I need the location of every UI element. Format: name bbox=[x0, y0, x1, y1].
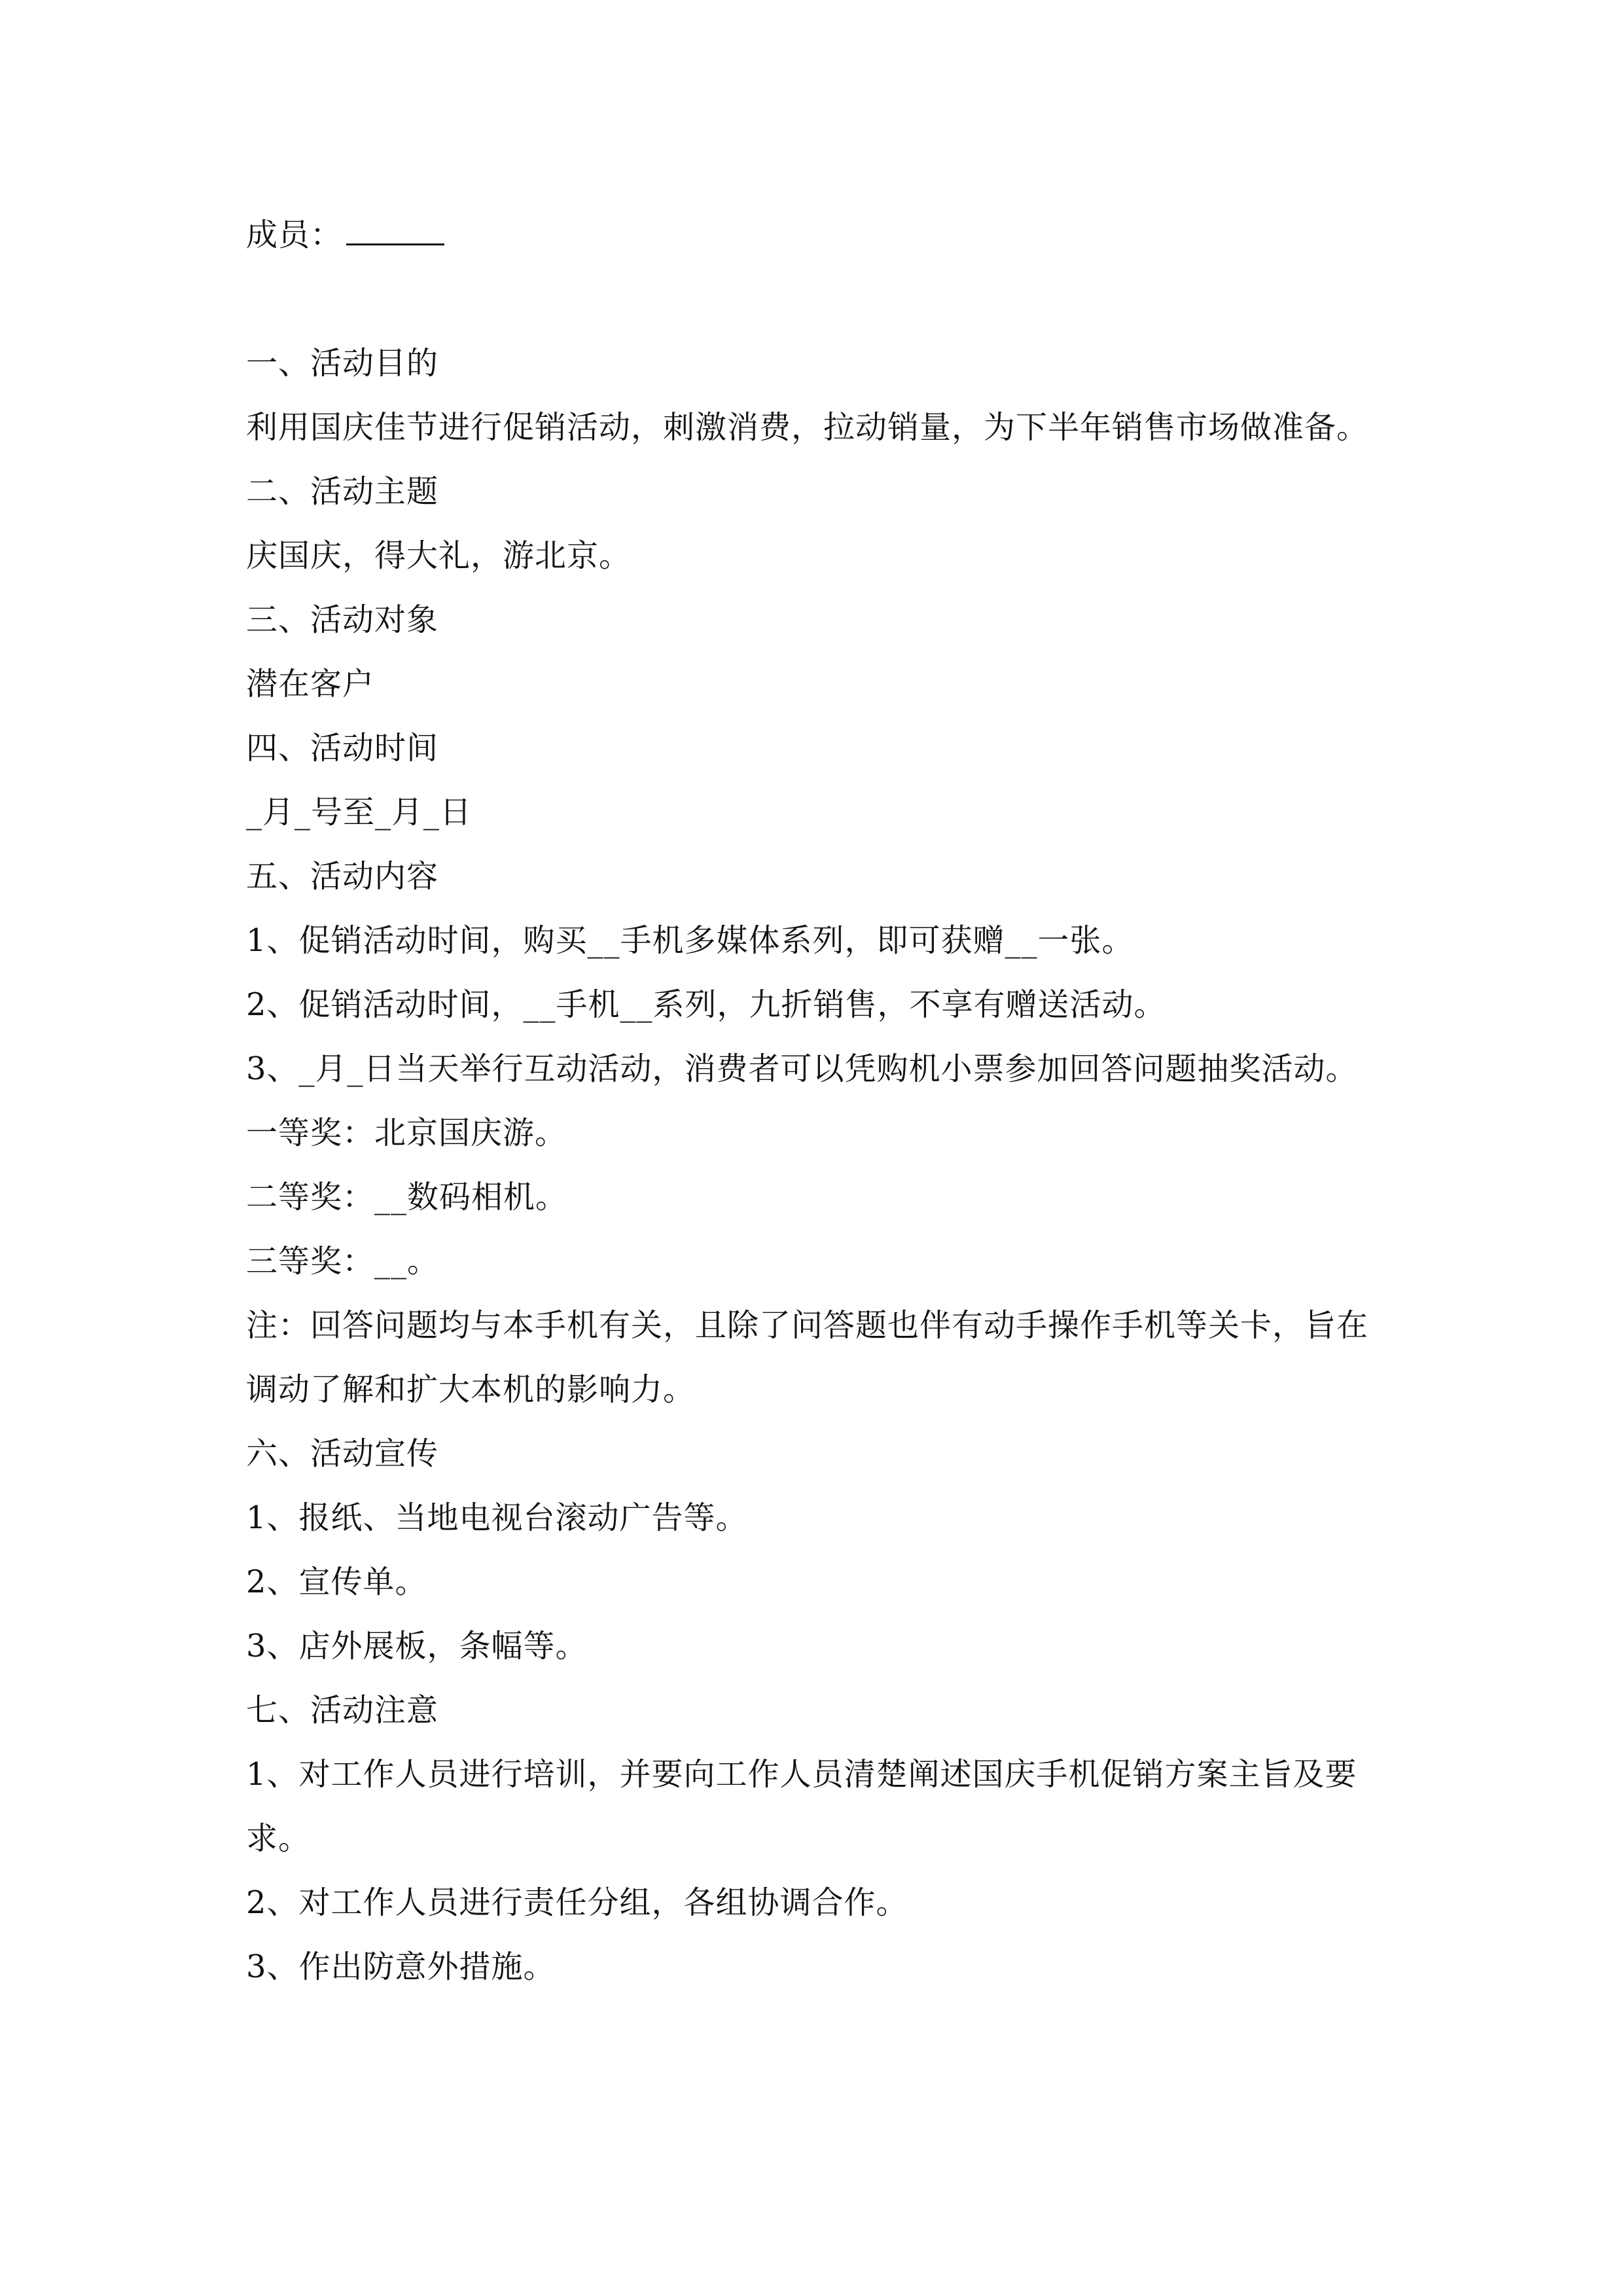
section-2-heading: 二、活动主题 bbox=[246, 473, 439, 510]
section-6-item-3: 3、店外展板，条幅等。 bbox=[246, 1628, 588, 1664]
section-5-heading: 五、活动内容 bbox=[246, 858, 439, 895]
section-4-heading: 四、活动时间 bbox=[246, 730, 439, 766]
section-7-item-2: 2、对工作人员进行责任分组，各组协调合作。 bbox=[246, 1884, 908, 1921]
section-5-item-3: 3、_月_日当天举行互动活动，消费者可以凭购机小票参加回答问题抽奖活动。 bbox=[246, 1050, 1358, 1087]
section-6-heading: 六、活动宣传 bbox=[246, 1435, 439, 1472]
document-body bbox=[246, 203, 1398, 1999]
section-7-item-1: 1、对工作人员进行培训，并要向工作人员清楚阐述国庆手机促销方案主旨及要求。 bbox=[246, 1756, 1357, 1857]
first-prize: 一等奖：北京国庆游。 bbox=[246, 1115, 567, 1151]
third-prize: 三等奖：__。 bbox=[246, 1243, 440, 1280]
section-7-heading: 七、活动注意 bbox=[246, 1692, 439, 1729]
section-4-text: _月_号至_月_日 bbox=[246, 794, 473, 831]
section-6-item-2: 2、宣传单。 bbox=[246, 1564, 427, 1600]
section-3-heading: 三、活动对象 bbox=[246, 601, 439, 638]
section-1-heading: 一、活动目的 bbox=[246, 345, 439, 382]
section-7-item-3: 3、作出防意外措施。 bbox=[246, 1948, 556, 1985]
section-3-text: 潜在客户 bbox=[246, 666, 375, 702]
section-6-item-1: 1、报纸、当地电视台滚动广告等。 bbox=[246, 1499, 748, 1536]
section-5-item-2: 2、促销活动时间，__手机__系列，九折销售，不享有赠送活动。 bbox=[246, 986, 1166, 1023]
members-blank bbox=[346, 217, 444, 245]
members-line bbox=[246, 203, 1398, 267]
members-label: 成员： bbox=[246, 217, 343, 253]
section-5-note: 注：回答问题均与本手机有关，且除了问答题也伴有动手操作手机等关卡，旨在调动了解和扩大本机的影响力。 bbox=[246, 1307, 1369, 1408]
section-2-text: 庆国庆，得大礼，游北京。 bbox=[246, 537, 632, 574]
section-1-text: 利用国庆佳节进行促销活动，刺激消费，拉动销量，为下半年销售市场做准备。 bbox=[246, 409, 1369, 446]
second-prize: 二等奖：__数码相机。 bbox=[246, 1179, 568, 1215]
section-5-item-1: 1、促销活动时间，购买__手机多媒体系列，即可获赠__一张。 bbox=[246, 922, 1134, 959]
